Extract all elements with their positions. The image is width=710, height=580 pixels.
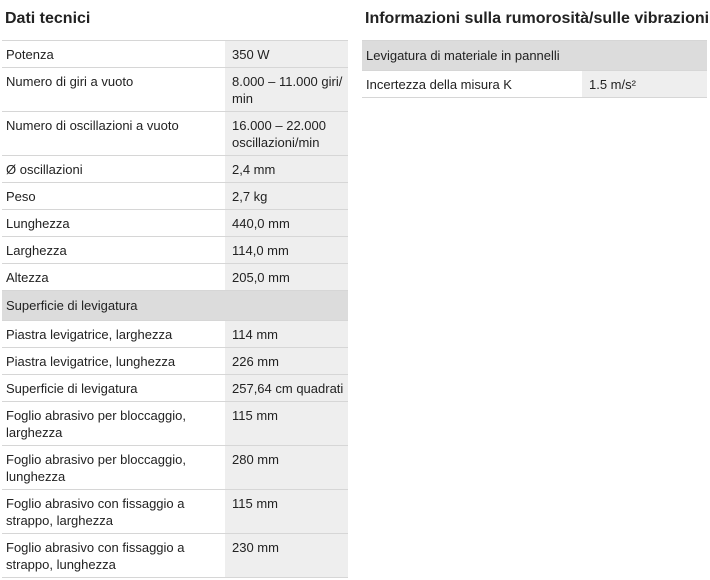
spec-label: Peso bbox=[2, 183, 225, 210]
spec-value: 16.000 – 22.000 oscillazioni/min bbox=[225, 112, 348, 156]
spec-value: 440,0 mm bbox=[225, 210, 348, 237]
spec-label: Lunghezza bbox=[2, 210, 225, 237]
spec-label: Larghezza bbox=[2, 237, 225, 264]
spec-label: Piastra levigatrice, lunghezza bbox=[2, 348, 225, 375]
table-row bbox=[2, 264, 348, 291]
table-row bbox=[2, 112, 348, 156]
table-row bbox=[2, 534, 348, 578]
spec-label: Piastra levigatrice, larghezza bbox=[2, 321, 225, 348]
section-header: Levigatura di materiale in pannelli bbox=[362, 41, 707, 71]
spec-value: 114 mm bbox=[225, 321, 348, 348]
noise-vibration-panel bbox=[362, 0, 710, 98]
table-row bbox=[2, 402, 348, 446]
technical-data-table bbox=[2, 40, 348, 578]
table-row bbox=[2, 490, 348, 534]
table-row bbox=[2, 183, 348, 210]
table-row bbox=[2, 156, 348, 183]
spec-label: Foglio abrasivo con fissaggio a strappo, larghezza bbox=[2, 490, 225, 534]
table-row bbox=[2, 237, 348, 264]
section-header-row bbox=[2, 291, 348, 321]
spec-value: 2,7 kg bbox=[225, 183, 348, 210]
spec-value: 2,4 mm bbox=[225, 156, 348, 183]
section-header: Superficie di levigatura bbox=[2, 291, 348, 321]
spec-label: Foglio abrasivo con fissaggio a strappo, lunghezza bbox=[2, 534, 225, 578]
table-row bbox=[2, 210, 348, 237]
section-header-row bbox=[362, 41, 707, 71]
table-row bbox=[2, 375, 348, 402]
spec-value: 230 mm bbox=[225, 534, 348, 578]
spec-value: 8.000 – 11.000 giri/ min bbox=[225, 68, 348, 112]
technical-data-panel bbox=[2, 0, 348, 578]
spec-label: Potenza bbox=[2, 41, 225, 68]
table-row bbox=[2, 321, 348, 348]
noise-vibration-table bbox=[362, 40, 707, 98]
table-row bbox=[362, 71, 707, 98]
spec-value: 226 mm bbox=[225, 348, 348, 375]
spec-value: 350 W bbox=[225, 41, 348, 68]
spec-value: 1.5 m/s² bbox=[582, 71, 707, 98]
spec-value: 205,0 mm bbox=[225, 264, 348, 291]
spec-value: 114,0 mm bbox=[225, 237, 348, 264]
table-row bbox=[2, 41, 348, 68]
spec-label: Altezza bbox=[2, 264, 225, 291]
spec-label: Foglio abrasivo per bloccaggio, larghezza bbox=[2, 402, 225, 446]
table-row bbox=[2, 348, 348, 375]
spec-label: Foglio abrasivo per bloccaggio, lunghezza bbox=[2, 446, 225, 490]
spec-value: 280 mm bbox=[225, 446, 348, 490]
spec-label: Numero di oscillazioni a vuoto bbox=[2, 112, 225, 156]
table-row bbox=[2, 68, 348, 112]
noise-vibration-title: Informazioni sulla rumorosità/sulle vibrazioni bbox=[365, 10, 710, 27]
spec-label: Incertezza della misura K bbox=[362, 71, 582, 98]
spec-value: 115 mm bbox=[225, 490, 348, 534]
spec-label: Ø oscillazioni bbox=[2, 156, 225, 183]
spec-label: Numero di giri a vuoto bbox=[2, 68, 225, 112]
technical-data-title: Dati tecnici bbox=[5, 10, 91, 27]
spec-value: 257,64 cm quadrati bbox=[225, 375, 348, 402]
table-row bbox=[2, 446, 348, 490]
spec-value: 115 mm bbox=[225, 402, 348, 446]
spec-label: Superficie di levigatura bbox=[2, 375, 225, 402]
